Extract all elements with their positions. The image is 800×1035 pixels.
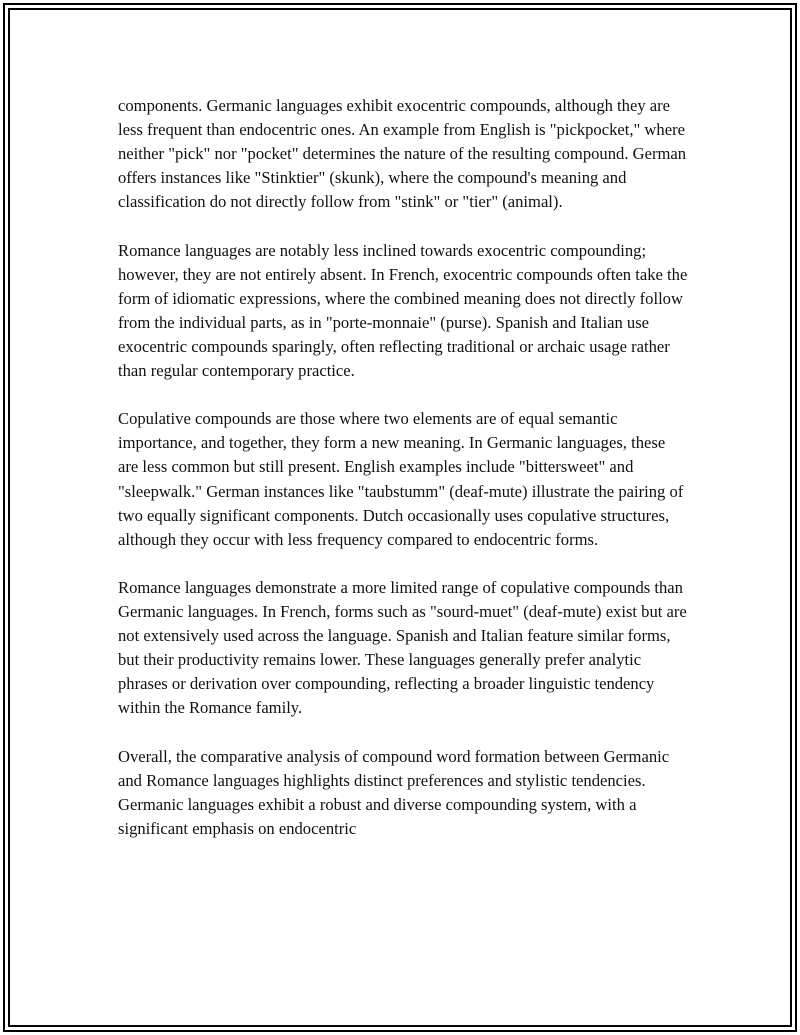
document-body — [118, 94, 688, 865]
paragraph-overall-analysis: Overall, the comparative analysis of compound word formation between Germanic and Romance languages highlights distinct preferences and stylistic tendencies. Germanic languages exhibit a robust and diverse compounding system, with a significant emphasis on endocentric — [118, 746, 670, 838]
paragraph-exocentric-romance: Romance languages are notably less inclined towards exocentric compounding; however, they are not entirely absent. In French, exocentric compounds often take the form of idiomatic expressions, where the combined meaning does not directly follow from the individual parts, as in "porte-monnaie" (purse). Spanish and Italian use exocentric compounds sparingly, often reflecting traditional or archaic usage rather than regular contemporary practice. — [118, 240, 688, 381]
paragraph-copulative-romance: Romance languages demonstrate a more limited range of copulative compounds than Germanic languages. In French, forms such as "sourd-muet" (deaf-mute) exist but are not extensively used across the language. Spanish and Italian feature similar forms, but their productivity remains lower. These languages generally prefer analytic phrases or derivation over compounding, reflecting a broader linguistic tendency within the Romance family. — [118, 577, 687, 718]
paragraph-exocentric-germanic: components. Germanic languages exhibit exocentric compounds, although they are less frequent than endocentric ones. An example from English is "pickpocket," where neither "pick" nor "pocket" determines the nature of the resulting compound. German offers instances like "Stinktier" (skunk), where the compound's meaning and classification do not directly follow from "stink" or "tier" (animal). — [118, 96, 687, 212]
paragraph-copulative-germanic: Copulative compounds are those where two elements are of equal semantic importance, and together, they form a new meaning. In Germanic languages, these are less common but still present. English examples include "bittersweet" and "sleepwalk." German instances like "taubstumm" (deaf-mute) illustrate the pairing of two equally significant components. Dutch occasionally uses copulative structures, although they occur with less frequency compared to endocentric forms. — [118, 409, 684, 549]
